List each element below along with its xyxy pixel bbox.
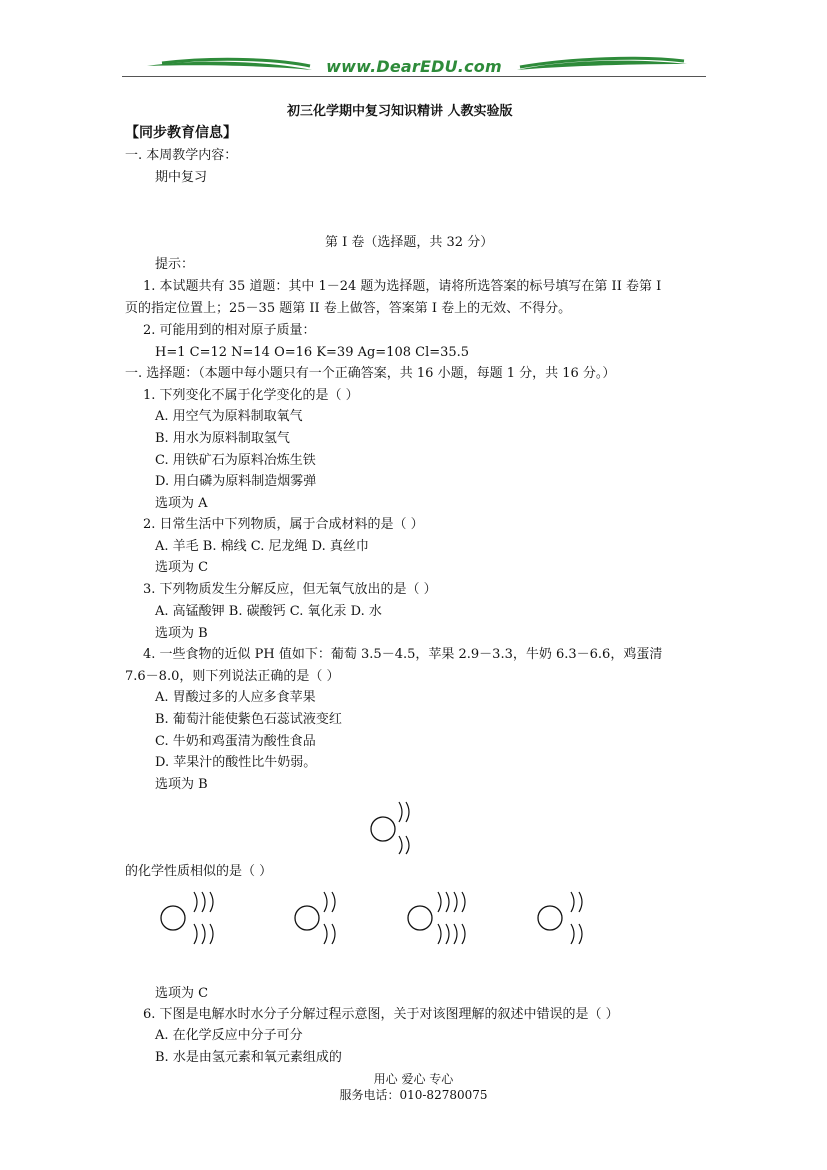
q4-answer: 选项为 B — [155, 777, 208, 792]
mc-section-heading: 一. 选择题：（本题中每小题只有一个正确答案，共 16 小题，每题 1 分，共 16 分。） — [125, 366, 616, 381]
tips-label: 提示： — [155, 257, 195, 272]
atomic-masses: H=1 C=12 N=14 O=16 K=39 Ag=108 Cl=35.5 — [155, 345, 470, 360]
q4-option-b: B. 葡萄汁能使紫色石蕊试液变红 — [155, 712, 342, 727]
q2-stem: 2. 日常生活中下列物质，属于合成材料的是（ ） — [143, 517, 424, 532]
q6-option-a: A. 在化学反应中分子可分 — [155, 1028, 303, 1043]
q1-option-a: A. 用空气为原料制取氧气 — [155, 409, 303, 424]
q5-option-d-atom-diagram — [535, 888, 595, 946]
footer-phone: 服务电话：010-82780075 — [339, 1088, 488, 1102]
q1-option-d: D. 用白磷为原料制造烟雾弹 — [155, 474, 317, 489]
q4-option-c: C. 牛奶和鸡蛋清为酸性食品 — [155, 734, 316, 749]
content-heading: 一. 本周教学内容： — [125, 148, 238, 163]
q2-answer: 选项为 C — [155, 560, 209, 575]
q5-reference-atom-diagram — [368, 798, 428, 854]
q3-options: A. 高锰酸钾 B. 碳酸钙 C. 氧化汞 D. 水 — [155, 604, 382, 619]
q1-option-c: C. 用铁矿石为原料冶炼生铁 — [155, 453, 316, 468]
q5-answer: 选项为 C — [155, 986, 209, 1001]
q4-option-d: D. 苹果汁的酸性比牛奶弱。 — [155, 755, 317, 770]
q4-stem-line-2: 7.6－8.0，则下列说法正确的是（ ） — [125, 669, 340, 684]
q5-option-b-atom-diagram — [292, 888, 352, 946]
tip-1-line-1: 1. 本试题共有 35 道题：其中 1－24 题为选择题，请将所选答案的标号填写在第 II 卷第 I — [143, 279, 662, 294]
q3-stem: 3. 下列物质发生分解反应，但无氧气放出的是（ ） — [143, 582, 437, 597]
part-title: 第 I 卷（选择题，共 32 分） — [325, 235, 494, 250]
q6-stem: 6. 下图是电解水时水分子分解过程示意图，关于对该图理解的叙述中错误的是（ ） — [143, 1007, 619, 1022]
q3-answer: 选项为 B — [155, 626, 208, 641]
tip-2: 2. 可能用到的相对原子质量： — [143, 323, 316, 338]
tip-1-line-2: 页的指定位置上；25－35 题第 II 卷上做答，答案第 I 卷上的无效、不得分。 — [125, 301, 572, 316]
q5-stem: 的化学性质相似的是（ ） — [125, 864, 273, 879]
q5-option-a-atom-diagram — [158, 888, 228, 946]
header-rule — [122, 76, 706, 77]
section-header: 【同步教育信息】 — [125, 125, 237, 141]
q1-option-b: B. 用水为原料制取氢气 — [155, 431, 290, 446]
footer-slogan: 用心 爱心 专心 — [373, 1072, 454, 1086]
q2-options: A. 羊毛 B. 棉线 C. 尼龙绳 D. 真丝巾 — [155, 539, 369, 554]
q4-option-a: A. 胃酸过多的人应多食苹果 — [155, 690, 316, 705]
document-title: 初三化学期中复习知识精讲 人教实验版 — [287, 104, 513, 119]
site-banner-text: www.DearEDU.com — [326, 57, 502, 76]
q1-answer: 选项为 A — [155, 496, 208, 511]
q5-option-c-atom-diagram — [405, 888, 485, 946]
q6-option-b: B. 水是由氢元素和氧元素组成的 — [155, 1050, 342, 1065]
q4-stem-line-1: 4. 一些食物的近似 PH 值如下：葡萄 3.5－4.5，苹果 2.9－3.3，牛奶 6.3－6.6，鸡蛋清 — [143, 647, 663, 662]
q1-stem: 1. 下列变化不属于化学变化的是（ ） — [143, 388, 359, 403]
content-text: 期中复习 — [155, 170, 208, 185]
